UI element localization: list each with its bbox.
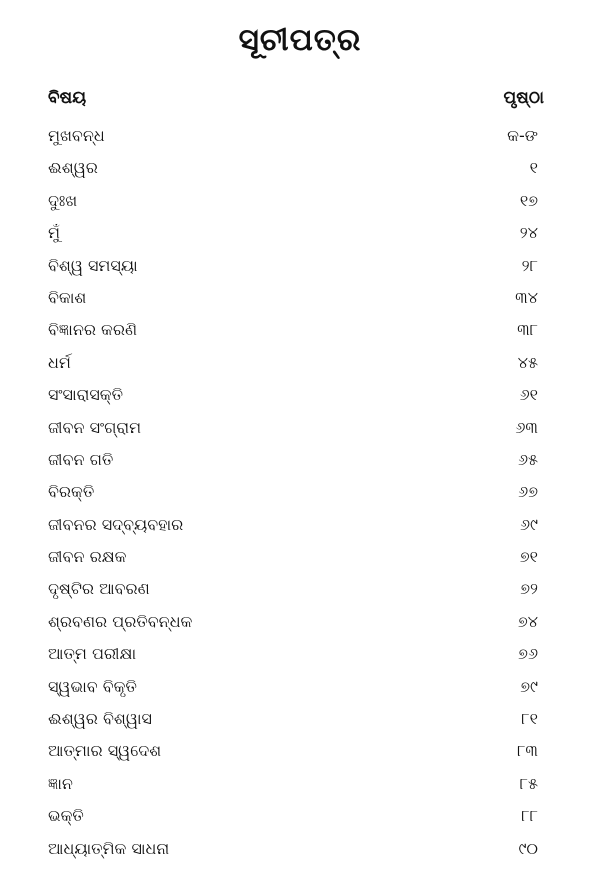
subject-column-header: ବିଷୟ (48, 88, 87, 108)
toc-entry-page: ୭୨ (520, 579, 538, 599)
toc-entry-title: ଭକ୍ତି (48, 806, 84, 826)
toc-entry-title: ଦୁଃଖ (48, 190, 78, 210)
toc-entry-page: ୩୪ (515, 287, 538, 307)
toc-entry (48, 217, 544, 249)
toc-entry-title: ବିଜ୍ଞାନର କରଣି (48, 320, 138, 340)
toc-entry-page: ୭୪ (517, 611, 538, 631)
toc-entry (48, 541, 544, 573)
toc-entry (48, 638, 544, 670)
toc-entry (48, 152, 544, 184)
toc-entry-title: ମୁଖବନ୍ଧ (48, 126, 105, 145)
toc-entry (48, 379, 544, 411)
toc-entry-page: କ-ଙ (507, 126, 538, 145)
toc-entry-page: ୧ (529, 158, 538, 178)
toc-entry-title: ଶ୍ରବଣର ପ୍ରତିବନ୍ଧକ (48, 611, 193, 631)
toc-entry-title: ଜୀବନ ରକ୍ଷକ (48, 547, 127, 567)
toc-entry-page: ୪୫ (517, 352, 538, 372)
toc-entry-title: ଈଶ୍ୱର ବିଶ୍ୱାସ (48, 709, 152, 729)
toc-entry-page: ୬୯ (519, 514, 538, 534)
toc-entry-title: ବିରକ୍ତି (48, 482, 95, 502)
toc-entry (48, 606, 544, 638)
toc-entry-page: ୭୬ (518, 644, 538, 664)
toc-entry (48, 250, 544, 282)
toc-header (48, 88, 544, 112)
toc-entry-page: ୭୯ (520, 676, 538, 696)
toc-entry-title: ଜୀବନର ସଦ୍‌ବ୍ୟବହାର (48, 514, 184, 534)
toc-entry-page: ୨୪ (519, 223, 538, 243)
toc-entry-page: ୧୭ (519, 190, 538, 210)
toc-entry-page: ୯୦ (518, 838, 538, 858)
toc-entry-title: ସଂସାରାସକ୍ତି (48, 385, 124, 405)
toc-entry (48, 412, 544, 444)
toc-entry-page: ୭୧ (519, 547, 538, 567)
toc-entry-page: ୩୮ (517, 320, 538, 340)
toc-entry-title: ବିଶ୍ୱ ସମସ୍ୟା (48, 255, 138, 275)
toc-entry (48, 314, 544, 346)
toc-entry (48, 768, 544, 800)
toc-entry-page: ୬୫ (517, 449, 538, 469)
toc-entry (48, 347, 544, 379)
toc-entry-page: ୮୩ (517, 741, 538, 761)
toc-entry-title: ସ୍ୱଭାବ ବିକୃତି (48, 676, 137, 696)
toc-entry (48, 833, 544, 865)
toc-entry (48, 509, 544, 541)
toc-entry-page: ୬୧ (519, 385, 538, 405)
page-title: ସୂଚୀପତ୍ର (238, 22, 362, 58)
toc-entry-title: ଧର୍ମ (48, 352, 71, 372)
toc-entry-page: ୮୫ (519, 773, 538, 793)
toc-entry-title: ଆଧ୍ୟାତ୍ମିକ ସାଧନା (48, 838, 170, 858)
toc-entry-title: ବିକାଶ (48, 287, 87, 307)
toc-entry-title: ମୁଁ (48, 223, 60, 243)
toc-entry-title: ଜୀବନ ସଂଗ୍ରାମ (48, 417, 142, 437)
toc-entry-page: ୬୩ (515, 417, 538, 437)
toc-entry-title: ଆତ୍ମ ପରୀକ୍ଷା (48, 644, 137, 664)
toc-entry (48, 671, 544, 703)
toc-entry-page: ୬୭ (518, 482, 538, 502)
toc-entry-title: ଜୀବନ ଗତି (48, 449, 114, 469)
toc-entry (48, 282, 544, 314)
toc-entry (48, 735, 544, 767)
toc-entry (48, 800, 544, 832)
toc-entry-title: ଜ୍ଞାନ (48, 773, 73, 793)
toc-entry (48, 120, 544, 152)
toc-entry-page: ୨୮ (521, 255, 538, 275)
toc-entry-page: ୮୮ (521, 806, 538, 826)
toc-list (48, 120, 544, 865)
toc-entry (48, 476, 544, 508)
toc-entry (48, 703, 544, 735)
toc-entry (48, 573, 544, 605)
toc-entry-title: ଦୃଷ୍ଟିର ଆବରଣ (48, 579, 150, 599)
page-column-header: ପୃଷ୍ଠା (503, 88, 544, 108)
toc-entry-page: ୮୧ (521, 709, 538, 729)
toc-entry-title: ଆତ୍ମାର ସ୍ୱଦେଶ (48, 741, 162, 761)
toc-entry (48, 185, 544, 217)
toc-entry (48, 444, 544, 476)
toc-entry-title: ଈଶ୍ୱର (48, 158, 98, 178)
